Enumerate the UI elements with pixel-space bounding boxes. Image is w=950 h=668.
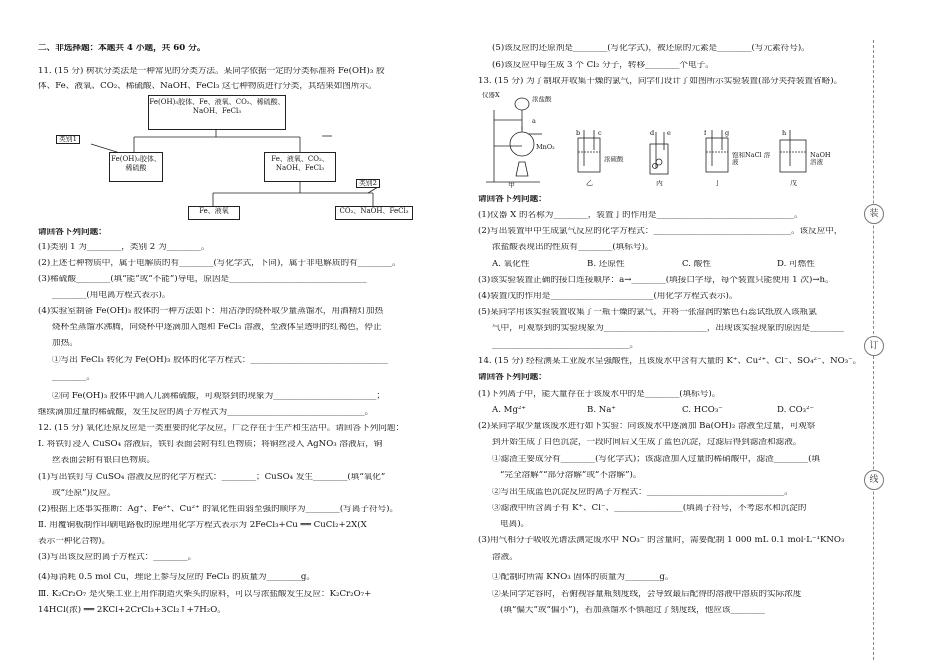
q14-option-d: D. CO₃²⁻: [777, 406, 815, 415]
q12-line2: Ⅰ. 将铁钉浸入 CuSO₄ 溶液后，铁钉表面会附有红色物质；将铜丝浸入 AgNO₃ 溶液后，铜: [38, 440, 383, 449]
q11-p2: (2)上述七种物质中，属于电解质的有________(写化学式，下同)，属于非电解质的有________。: [38, 259, 401, 268]
label-wu: 戊: [790, 180, 797, 187]
seal-xian: 线: [864, 470, 884, 490]
q11-p3b: ________(用电离方程式表示)。: [52, 291, 171, 300]
q13-line1: 13. (15 分) 为了制取并收集干燥的氯气，同学们设计了如图所示实验装置(部分夹持装置省略)。: [478, 77, 843, 86]
q12-p2: (2)根据上述事实推断：Ag⁺、Fe²⁺、Cu²⁺ 的氧化性由弱至强的顺序为________(写离子符号)。: [38, 505, 399, 514]
label-f: f: [704, 130, 707, 137]
section-heading: 二、非选择题：本题共 4 小题，共 60 分。: [38, 44, 206, 53]
q14-option-a: A. Mg²⁺: [492, 406, 526, 415]
q11-p3a: (3)稀硫酸________(填“能”或“不能”)导电，原因是________________________________: [38, 275, 367, 284]
q11-p4c: 加热。: [52, 339, 78, 348]
q12-line3: 丝表面会附有银白色物质。: [52, 456, 156, 465]
q13-p2b: 浓盐酸表现出的性质有________(填标号)。: [492, 243, 654, 252]
classification-tree: [38, 95, 460, 220]
q13-option-b: B. 还原性: [587, 260, 625, 269]
q11-ask: 请回答下列问题：: [38, 228, 107, 237]
q14-p2e: ②写出生成蓝色沉淀反应的离子方程式：________________________________。: [492, 488, 793, 497]
leaf2-box: CO₂、NaOH、FeCl₃: [335, 206, 413, 220]
label-conc-h2so4: 浓硫酸: [604, 156, 624, 163]
label-naoh: NaOH 溶液: [810, 152, 831, 165]
q14-p2a: (2)某同学取少量该废水进行如下实验：向该废水中逐滴加 Ba(OH)₂ 溶液至过量，可观察: [478, 422, 816, 431]
q14-p2c: ①滤渣主要成分有________(写化学式)；该滤渣加入过量的稀硝酸中，滤渣________(填: [492, 455, 821, 464]
q13-option-a: A. 氧化性: [492, 260, 530, 269]
seal-ding: 订: [864, 336, 884, 356]
tree-root-box: Fe(OH)₃胶体、Fe、液氧、CO₂、稀硫酸、NaOH、FeCl₃: [148, 95, 286, 130]
q14-line1: 14. (15 分) 经检测某工业废水呈强酸性，且该废水中含有大量的 K⁺、Cu²⁺、Cl⁻、SO₄²⁻、NO₃⁻。: [478, 357, 862, 366]
q13-p5b: 气中，可观察到的实验现象为________________________，出现该实验现象的原因是________: [492, 324, 845, 333]
q11-p4e: ________。: [52, 373, 95, 382]
label-yi: 乙: [586, 180, 593, 187]
q12-p5: (5)该反应的还原剂是________(写化学式)，被还原的元素是________(写元素符号)。: [492, 44, 810, 53]
label-instrument-x: 仪器X: [482, 92, 500, 99]
label-g: g: [725, 130, 730, 137]
q11-line1: 11. (15 分) 树状分类法是一种常见的分类方法。某同学依据一定的分类标准将 Fe(OH)₃ 胶: [38, 67, 385, 76]
q13-ask: 请回答下列问题：: [478, 195, 547, 204]
q13-p1: (1)仪器 X 的名称为________，装置丁的作用是________________________________。: [478, 211, 803, 220]
label-jia: 甲: [508, 182, 515, 189]
q13-p3: (3)该实验装置正确的接口连接顺序：a→________(填接口字母，每个装置只能使用 1 次)→h。: [478, 276, 834, 285]
q14-option-b: B. Na⁺: [587, 406, 616, 415]
q14-ask: 请回答下列问题：: [478, 373, 547, 382]
q14-p3a: (3)用气相分子吸收光谱法测定废水中 NO₃⁻ 的含量时，需要配制 1 000 mL 0.1 mol·L⁻¹KNO₃: [478, 536, 845, 545]
seal-zhuang: 装: [864, 204, 884, 224]
q12-p5b: 14HCl(浓) ══ 2KCl+2CrCl₃+3Cl₂↑+7H₂O。: [38, 606, 226, 615]
q12-line1: 12. (15 分) 氧化还原反应是一类重要的化学反应，广泛存在于生产和生活中。请回答下列问题：: [38, 424, 405, 433]
q14-p2f: ③滤液中所含离子有 K⁺、Cl⁻、________________(填离子符号，不考虑水和沉淀的: [492, 504, 807, 513]
q14-option-c: C. HCO₃⁻: [682, 406, 723, 415]
label-a: a: [532, 118, 536, 125]
mid-box: Fe、液氧、CO₂、NaOH、FeCl₃: [264, 152, 336, 182]
q12-p2c: 表示一种化合物)。: [38, 537, 111, 546]
q12-p4: (4)每消耗 0.5 mol Cu，理论上参与反应的 FeCl₃ 的质量为________g。: [38, 573, 315, 582]
label-bing: 丙: [656, 180, 663, 187]
q14-p2g: 电离)。: [500, 520, 530, 529]
q12-p2b: Ⅱ. 用覆铜板制作印刷电路板的原理用化学方程式表示为 2FeCl₃+Cu ══ CuCl₂+2X(X: [38, 521, 367, 530]
q12-p6: (6)该反应中每生成 3 个 Cl₂ 分子，转移________个电子。: [492, 61, 714, 70]
class1-label: 类别1: [56, 135, 80, 144]
q12-p5a: Ⅲ. K₂Cr₂O₇ 是火柴工业上用作制造火柴头的原料，可以与浓盐酸发生反应：K₂Cr₂O₇+: [38, 590, 372, 599]
apparatus-figure: [478, 90, 874, 190]
q11-p4b: 烧杯至蒸馏水沸腾，向烧杯中逐滴加入饱和 FeCl₃ 溶液，至液体呈透明的红褐色，停止: [52, 323, 382, 332]
class2-label: 类别2: [356, 179, 380, 188]
q14-p3b: 溶液。: [492, 553, 518, 562]
q12-p3: (3)写出该反应的离子方程式：________。: [38, 553, 197, 562]
q13-option-c: C. 酸性: [682, 260, 711, 269]
q14-p3e: (填“偏大”或“偏小”)，若加蒸馏水不慎超过了刻度线，他应该________: [500, 606, 765, 615]
label-nacl: 饱和NaCl 溶液: [732, 152, 771, 165]
leaf1-box: Fe、液氧: [188, 206, 240, 220]
q11-p4d: ①写出 FeCl₃ 转化为 Fe(OH)₃ 胶体的化学方程式：________________________________: [52, 356, 388, 365]
q11-line2: 体、Fe、液氧、CO₂、稀硫酸、NaOH、FeCl₃ 这七种物质进行分类，其结果如图所示。: [38, 82, 377, 91]
q12-p1b: 或“还原”)反应。: [52, 489, 116, 498]
q13-p2a: (2)写出装置甲中生成氯气反应的化学方程式：________________________________。该反应中，: [478, 227, 843, 236]
apparatus-drawing: [478, 90, 874, 190]
q13-option-d: D. 可燃性: [777, 260, 815, 269]
label-c: c: [598, 130, 602, 137]
label-conc-hcl: 浓盐酸: [532, 96, 552, 103]
q11-p4a: (4)实验室制备 Fe(OH)₃ 胶体的一种方法如下：用洁净的烧杯取少量蒸馏水，用酒精灯加热: [38, 307, 384, 316]
label-e: e: [667, 130, 671, 137]
label-d: d: [650, 130, 655, 137]
q11-p4f: ②向 Fe(OH)₃ 胶体中滴入几滴稀硫酸，可观察到的现象为________________________；: [52, 392, 385, 401]
label-ding: 丁: [714, 180, 721, 187]
label-h: h: [782, 130, 787, 137]
q14-p3d: ②某同学定容时，若俯视容量瓶刻度线，会导致最后配得的溶液中溶质的实际浓度: [492, 590, 802, 599]
class1-box: Fe(OH)₃胶体、稀硫酸: [109, 152, 163, 182]
q13-p4: (4)装置戊的作用是________________________(用化学方程式表示)。: [478, 292, 738, 301]
q13-p5c: ________________________________。: [492, 341, 639, 350]
q14-p3c: ①配制时所需 KNO₃ 固体的质量为________g。: [492, 573, 674, 582]
q12-p1a: (1)写出铁钉与 CuSO₄ 溶液反应的化学方程式：________；CuSO₄ 发生________(填“氧化”: [38, 473, 386, 482]
label-b: b: [576, 130, 581, 137]
q13-p5a: (5)某同学用该实验装置收集了一瓶干燥的氯气，并将一张湿润的紫色石蕊试纸放入该瓶氯: [478, 308, 817, 317]
q14-p2d: “完全溶解”“部分溶解”或“不溶解”)。: [500, 471, 642, 480]
q14-p2b: 到开始生成了白色沉淀，一段时间后又生成了蓝色沉淀，过滤后得到滤渣和滤液。: [492, 438, 802, 447]
q11-p1: (1)类别 1 为________，类别 2 为________。: [38, 243, 210, 252]
q14-options: [478, 406, 872, 415]
q13-options: [478, 260, 872, 269]
q14-p1: (1)下列离子中，能大量存在于该废水中的是________(填标号)。: [478, 390, 721, 399]
label-mno2: MnO₂: [536, 144, 555, 151]
q11-p4g: 继续滴加过量的稀硫酸，发生反应的离子方程式为________________________________。: [38, 408, 374, 417]
